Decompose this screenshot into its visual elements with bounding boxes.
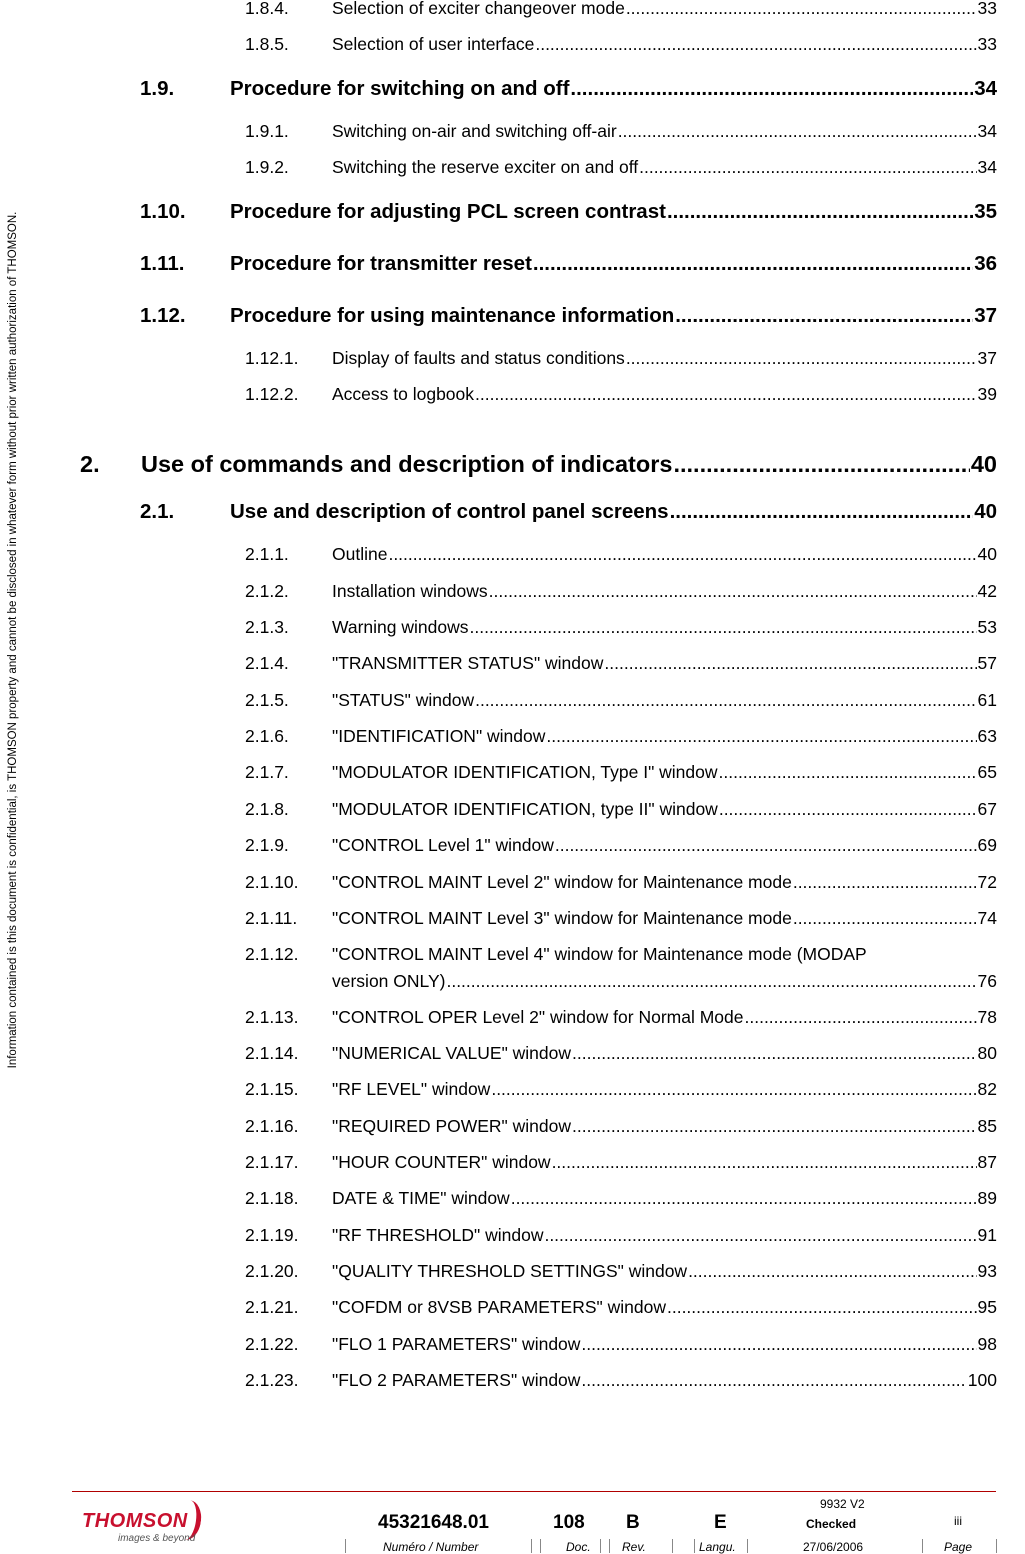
toc-title: "FLO 1 PARAMETERS" window <box>332 1334 581 1354</box>
toc-leader <box>546 726 976 747</box>
toc-number: 2.1.16. <box>245 1116 299 1136</box>
toc-number: 1.9.1. <box>245 121 289 141</box>
toc-entry[interactable] <box>245 1225 997 1246</box>
confidentiality-text: Information contained is this document is confidential, is THOMSON property and cannot be disclosed in whatever form without prior written authorization of THOMSON. <box>7 211 19 1069</box>
toc-leader <box>793 872 977 893</box>
number-label: Numéro / Number <box>383 1540 479 1554</box>
toc-leader <box>667 1297 977 1318</box>
toc-title: "TRANSMITTER STATUS" window <box>332 653 604 673</box>
toc-entry[interactable] <box>140 500 997 524</box>
toc-leader <box>667 200 973 224</box>
footer-divider <box>72 1491 996 1492</box>
toc-number: 2.1.12. <box>245 944 299 964</box>
toc-entry[interactable] <box>245 1043 997 1064</box>
toc-leader <box>489 581 977 602</box>
toc-page: 74 <box>977 908 997 928</box>
toc-number: 2.1. <box>140 500 175 523</box>
toc-title: "CONTROL Level 1" window <box>332 835 554 855</box>
toc-title: "MODULATOR IDENTIFICATION, Type I" window <box>332 762 718 782</box>
toc-number: 1.10. <box>140 200 186 223</box>
toc-entry[interactable] <box>245 835 997 856</box>
toc-leader <box>719 762 977 783</box>
footer-separator <box>996 1539 997 1553</box>
toc-entry[interactable] <box>245 348 997 369</box>
toc-page: 53 <box>977 617 997 637</box>
toc-page: 98 <box>977 1334 997 1354</box>
toc-entry[interactable] <box>245 799 997 820</box>
date-value: 27/06/2006 <box>803 1540 864 1554</box>
doc-value: 108 <box>553 1512 585 1533</box>
logo-wordmark: THOMSON <box>82 1510 188 1532</box>
footer-separator <box>345 1539 346 1553</box>
toc-title: Use of commands and description of indicators <box>141 451 673 477</box>
toc-entry[interactable] <box>245 617 997 638</box>
toc-entry[interactable] <box>245 908 997 929</box>
toc-number: 1.11. <box>140 252 185 275</box>
toc-number: 2.1.10. <box>245 872 299 892</box>
toc-entry[interactable] <box>245 1297 997 1318</box>
toc-page: 82 <box>977 1079 997 1099</box>
toc-entry[interactable] <box>245 1079 997 1100</box>
toc-title: Selection of user interface <box>332 34 535 54</box>
toc-leader <box>618 121 977 142</box>
footer-separator <box>600 1539 601 1553</box>
toc-entry[interactable] <box>245 1370 997 1391</box>
checked-status: Checked <box>806 1517 857 1531</box>
toc-number: 2.1.17. <box>245 1152 299 1172</box>
confidentiality-notice <box>0 0 26 1554</box>
toc-entry[interactable] <box>245 1152 997 1173</box>
toc-title: Procedure for switching on and off <box>230 77 570 100</box>
toc-number: 2.1.5. <box>245 690 289 710</box>
toc-page: 40 <box>970 451 997 477</box>
footer-separator <box>694 1539 695 1553</box>
toc-page: 87 <box>977 1152 997 1172</box>
toc-entry[interactable] <box>245 1261 997 1282</box>
toc-number: 2.1.13. <box>245 1007 299 1027</box>
toc-page: 63 <box>977 726 997 746</box>
toc-number: 1.8.4. <box>245 0 289 18</box>
toc-leader <box>511 1188 977 1209</box>
toc-leader <box>388 544 976 565</box>
toc-title: Use and description of control panel screens <box>230 500 669 523</box>
toc-leader <box>719 799 977 820</box>
toc-title-continuation: version ONLY) <box>332 971 446 991</box>
toc-entry[interactable] <box>245 762 997 783</box>
toc-entry[interactable] <box>245 34 997 55</box>
toc-number: 2. <box>80 451 100 477</box>
toc-page: 39 <box>977 384 997 404</box>
toc-page: 36 <box>974 252 997 275</box>
toc-number: 2.1.14. <box>245 1043 299 1063</box>
toc-entry[interactable] <box>140 200 997 224</box>
toc-leader <box>673 451 969 478</box>
toc-entry[interactable] <box>245 544 997 565</box>
rev-label: Rev. <box>622 1540 646 1554</box>
toc-number: 2.1.8. <box>245 799 289 819</box>
footer-separator <box>922 1539 923 1553</box>
toc-page: 33 <box>977 0 997 18</box>
toc-number: 1.9.2. <box>245 157 289 177</box>
toc-title: "NUMERICAL VALUE" window <box>332 1043 572 1063</box>
toc-leader <box>626 348 977 369</box>
toc-leader <box>535 34 976 55</box>
footer-separator <box>531 1539 532 1553</box>
toc-leader <box>446 971 976 992</box>
toc-title: Installation windows <box>332 581 488 601</box>
toc-number: 1.8.5. <box>245 34 289 54</box>
toc-number: 2.1.9. <box>245 835 289 855</box>
toc-leader <box>793 908 977 929</box>
toc-page: 93 <box>977 1261 997 1281</box>
toc-page: 40 <box>974 500 997 523</box>
toc-leader <box>581 1370 966 1391</box>
language-value: E <box>714 1512 727 1533</box>
toc-page: 91 <box>977 1225 997 1245</box>
rev-value: B <box>626 1512 640 1533</box>
toc-number: 1.12.2. <box>245 384 299 404</box>
toc-title: "CONTROL MAINT Level 4" window for Maintenance mode (MODAP <box>332 944 867 964</box>
doc-label: Doc. <box>566 1540 591 1554</box>
toc-page: 33 <box>977 34 997 54</box>
toc-leader <box>639 157 976 178</box>
toc-page: 85 <box>977 1116 997 1136</box>
toc-page: 40 <box>977 544 997 564</box>
toc-entry[interactable] <box>140 252 997 276</box>
toc-title: Warning windows <box>332 617 469 637</box>
toc-entry[interactable] <box>140 304 997 328</box>
toc-page: 78 <box>977 1007 997 1027</box>
toc-title: Selection of exciter changeover mode <box>332 0 625 18</box>
toc-number: 1.12.1. <box>245 348 299 368</box>
toc-page: 35 <box>974 200 997 223</box>
toc-entry[interactable] <box>245 726 997 747</box>
toc-entry[interactable] <box>245 0 997 19</box>
toc-leader <box>570 77 973 101</box>
toc-page: 37 <box>974 304 997 327</box>
toc-page: 37 <box>977 348 997 368</box>
version-value: 9932 V2 <box>820 1497 865 1511</box>
toc-number: 2.1.1. <box>245 544 289 564</box>
toc-title: "MODULATOR IDENTIFICATION, type II" window <box>332 799 718 819</box>
toc-title: Outline <box>332 544 388 564</box>
toc-title: "CONTROL OPER Level 2" window for Normal Mode <box>332 1007 744 1027</box>
toc-entry[interactable] <box>245 653 997 674</box>
toc-number: 2.1.20. <box>245 1261 299 1281</box>
toc-page: 67 <box>977 799 997 819</box>
toc-title: "REQUIRED POWER" window <box>332 1116 571 1136</box>
toc-leader <box>544 1225 976 1246</box>
toc-leader <box>604 653 976 674</box>
toc-entry[interactable] <box>245 690 997 711</box>
toc-leader <box>626 0 977 19</box>
toc-leader <box>572 1043 977 1064</box>
toc-page: 89 <box>977 1188 997 1208</box>
toc-title: Switching the reserve exciter on and off <box>332 157 639 177</box>
toc-title: "RF LEVEL" window <box>332 1079 491 1099</box>
toc-entry[interactable] <box>245 384 997 405</box>
document-number: 45321648.01 <box>378 1512 489 1533</box>
toc-title: Access to logbook <box>332 384 475 404</box>
toc-number: 1.12. <box>140 304 186 327</box>
toc-page: 72 <box>977 872 997 892</box>
toc-leader <box>533 252 973 276</box>
toc-page: 76 <box>977 971 997 991</box>
toc-number: 2.1.21. <box>245 1297 299 1317</box>
toc-number: 2.1.2. <box>245 581 289 601</box>
toc-leader <box>572 1116 977 1137</box>
toc-leader <box>670 500 974 524</box>
toc-page: 61 <box>977 690 997 710</box>
toc-number: 2.1.3. <box>245 617 289 637</box>
toc-page: 57 <box>977 653 997 673</box>
toc-title: Procedure for using maintenance information <box>230 304 675 327</box>
thomson-logo <box>82 1498 200 1548</box>
toc-leader <box>470 617 977 638</box>
toc-number: 2.1.11. <box>245 908 298 928</box>
toc-title: "QUALITY THRESHOLD SETTINGS" window <box>332 1261 688 1281</box>
toc-entry[interactable] <box>245 1116 997 1137</box>
toc-title: Procedure for adjusting PCL screen contrast <box>230 200 666 223</box>
toc-title: "COFDM or 8VSB PARAMETERS" window <box>332 1297 666 1317</box>
toc-leader <box>491 1079 976 1100</box>
toc-number: 2.1.22. <box>245 1334 299 1354</box>
toc-title: Display of faults and status conditions <box>332 348 625 368</box>
toc-number: 1.9. <box>140 77 175 100</box>
toc-page: 34 <box>977 121 997 141</box>
toc-number: 2.1.23. <box>245 1370 299 1390</box>
toc-title: DATE & TIME" window <box>332 1188 510 1208</box>
toc-leader <box>688 1261 976 1282</box>
toc-leader <box>552 1152 977 1173</box>
toc-entry[interactable] <box>245 121 997 142</box>
toc-number: 2.1.6. <box>245 726 289 746</box>
page-label: Page <box>944 1540 973 1554</box>
toc-entry[interactable] <box>245 1007 997 1028</box>
toc-number: 2.1.7. <box>245 762 289 782</box>
page-value: iii <box>954 1514 962 1528</box>
toc-entry[interactable] <box>245 1334 997 1355</box>
toc-entry[interactable] <box>245 1188 997 1209</box>
toc-leader <box>555 835 977 856</box>
footer-separator <box>609 1539 610 1553</box>
toc-page: 65 <box>977 762 997 782</box>
toc-leader <box>475 384 977 405</box>
toc-title: "CONTROL MAINT Level 2" window for Maintenance mode <box>332 872 792 892</box>
toc-title: "HOUR COUNTER" window <box>332 1152 551 1172</box>
toc-page: 80 <box>977 1043 997 1063</box>
toc-number: 2.1.18. <box>245 1188 299 1208</box>
toc-title: Switching on-air and switching off-air <box>332 121 617 141</box>
toc-title: "RF THRESHOLD" window <box>332 1225 544 1245</box>
toc-page: 69 <box>977 835 997 855</box>
toc-entry[interactable] <box>80 451 997 478</box>
toc-page: 34 <box>974 77 997 100</box>
logo-tagline: images & beyond <box>118 1533 196 1544</box>
footer-separator <box>672 1539 673 1553</box>
toc-entry[interactable] <box>245 944 997 992</box>
toc-entry[interactable] <box>245 872 997 893</box>
toc-title: Procedure for transmitter reset <box>230 252 532 275</box>
toc-page: 95 <box>977 1297 997 1317</box>
toc-title: "CONTROL MAINT Level 3" window for Maintenance mode <box>332 908 792 928</box>
toc-page: 42 <box>977 581 997 601</box>
footer-separator <box>747 1539 748 1553</box>
toc-leader <box>675 304 973 328</box>
toc-title: "STATUS" window <box>332 690 475 710</box>
toc-page: 100 <box>967 1370 997 1390</box>
toc-number: 2.1.15. <box>245 1079 299 1099</box>
toc-leader <box>581 1334 976 1355</box>
toc-leader <box>745 1007 977 1028</box>
toc-entry[interactable] <box>245 157 997 178</box>
footer-separator <box>540 1539 541 1553</box>
toc-entry[interactable] <box>245 581 997 602</box>
toc-title: "IDENTIFICATION" window <box>332 726 546 746</box>
toc-number: 2.1.19. <box>245 1225 299 1245</box>
toc-page: 34 <box>977 157 997 177</box>
language-label: Langu. <box>699 1540 736 1554</box>
toc-title: "FLO 2 PARAMETERS" window <box>332 1370 581 1390</box>
toc-number: 2.1.4. <box>245 653 289 673</box>
toc-leader <box>475 690 976 711</box>
toc-entry[interactable] <box>140 77 997 101</box>
